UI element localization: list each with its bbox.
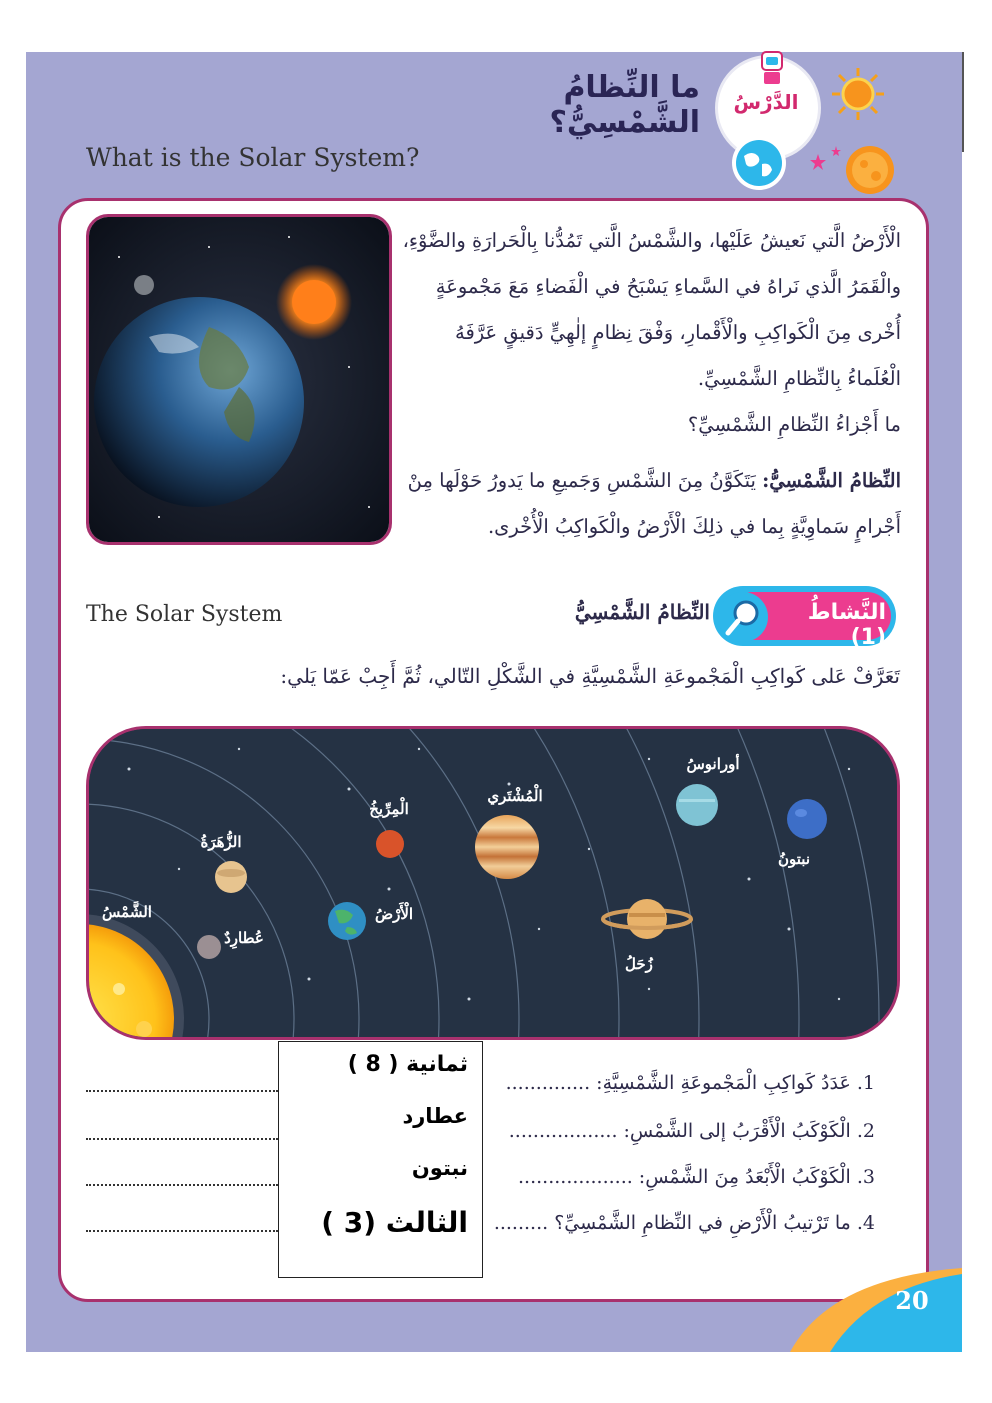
answer-line-4 [86, 1230, 278, 1232]
label-venus: الزُّهَرَةُ [200, 833, 242, 851]
intro-paragraph [396, 218, 901, 448]
answer-line-3 [86, 1184, 278, 1186]
lesson-badge-label: الدَّرْسُ [733, 90, 799, 114]
answer-1[interactable]: ثمانية ( 8 ) [347, 1052, 468, 1077]
definition-text: يَتَكَوَّنُ مِنَ الشَّمْسِ وَجَميعِ ما يَدورُ حَوْلَها مِنْ أَجْرامٍ سَماوِيَّةٍ بِما في ذلِكَ الْأَرْضُ والْكَواكِبُ الْأُخْرى. [407, 469, 901, 538]
answer-4[interactable]: الثالث (3 ) [321, 1206, 468, 1239]
label-uranus: أورانوسُ [686, 755, 740, 773]
globe-icon [730, 134, 788, 192]
activity-title-english: The Solar System [86, 602, 283, 627]
label-saturn: زُحَلُ [625, 955, 653, 973]
earth-sun-photo [86, 214, 392, 545]
definition-paragraph [396, 458, 901, 550]
answer-line-2 [86, 1138, 278, 1140]
question-3: 3. الْكَوْكَبُ الْأَبْعَدُ مِنَ الشَّمْسِ: ................... [518, 1166, 875, 1188]
label-earth: الْأَرْضُ [374, 905, 414, 923]
label-mercury: عُطارِدٌ [224, 929, 264, 947]
moon-icon [808, 140, 898, 200]
definition-term: النِّظامُ الشَّمْسِيُّ: [762, 469, 901, 492]
page-title-english: What is the Solar System? [86, 143, 420, 172]
label-neptune: نبتونُ [778, 850, 810, 868]
activity-title-arabic: النِّظامُ الشَّمْسِيُّ [574, 600, 710, 624]
intro-text: الْأَرْضُ الَّتي نَعيشُ عَلَيْها، والشَّمْسُ الَّتي تَمُدُّنا بِالْحَرارَةِ والضَّوْءِ، والْقَمَرُ الَّذي نَراهُ في السَّماءِ يَسْبَحُ في الْفَضاءِ مَعَ مَجْموعَةٍ أُخْرى مِنَ الْكَواكِبِ والْأَقْمارِ، وَفْقَ نِظامٍ إلٰهِيٍّ دَقيقٍ عَرَّفَهُ الْعُلَماءُ بِالنِّظامِ الشَّمْسِيِّ. [402, 229, 901, 390]
page-title-arabic: ما النِّظامُ الشَّمْسِيُّ؟ [549, 70, 700, 140]
question-4: 4. ما تَرْتيبُ الْأَرْضِ في النِّظامِ الشَّمْسِيِّ؟ ......... [493, 1212, 875, 1234]
solar-system-diagram [86, 726, 900, 1040]
page-number: 20 [895, 1286, 929, 1315]
answer-3[interactable]: نبتون [411, 1156, 468, 1180]
label-jupiter: الْمُشْتَري [487, 787, 543, 805]
crop-mark [962, 52, 964, 152]
label-mars: الْمِرِّيخُ [369, 800, 409, 818]
intro-question: ما أَجْزاءُ النِّظامِ الشَّمْسِيِّ؟ [687, 413, 901, 436]
question-1: 1. عَدَدُ كَواكِبِ الْمَجْموعَةِ الشَّمْسِيَّةِ: .............. [505, 1072, 875, 1094]
activity-label: النَّشاطُ (1) [807, 600, 886, 650]
label-sun: الشَّمْسُ [102, 903, 152, 921]
astronaut-icon [750, 46, 794, 86]
sun-icon [830, 66, 886, 122]
answer-2[interactable]: عطارد [402, 1104, 468, 1128]
magnifier-icon [716, 590, 770, 644]
page-corner-badge [790, 1268, 962, 1352]
question-2: 2. الْكَوْكَبُ الْأَقْرَبُ إلى الشَّمْسِ: .................. [508, 1120, 875, 1142]
activity-instruction: تَعَرَّفْ عَلى كَواكِبِ الْمَجْموعَةِ الشَّمْسِيَّةِ في الشَّكْلِ التّالي، ثُمَّ أَجِبْ عَمّا يَلي: [280, 664, 900, 688]
answer-line-1 [86, 1090, 278, 1092]
